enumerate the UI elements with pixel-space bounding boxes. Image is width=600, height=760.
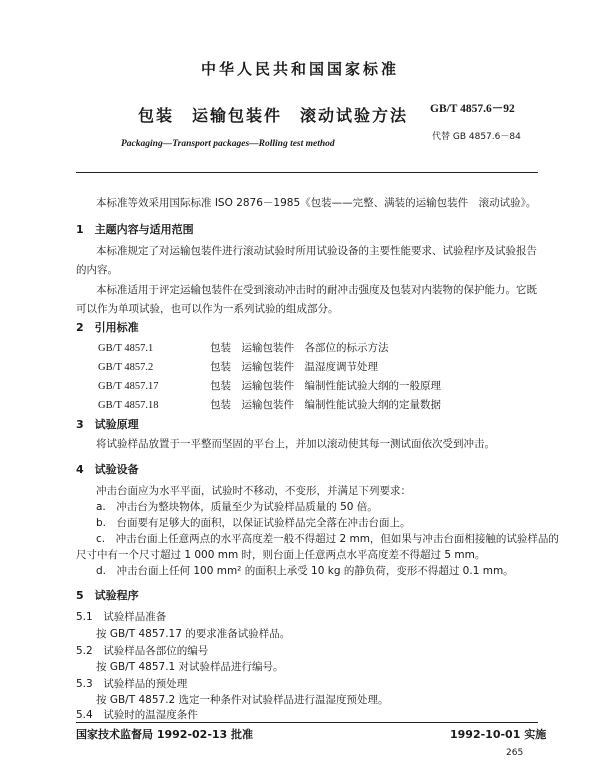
subsection-5-2-text: 按 GB/T 4857.1 对试验样品进行编号。 <box>96 661 284 673</box>
requirement-d: d. 冲击台面上任何 100 mm² 的面积上承受 10 kg 的静负荷，变形不得超过 0.1 mm。 <box>96 565 514 577</box>
section-4-heading: 4 试验设备 <box>76 463 139 476</box>
section-1-heading: 1 主题内容与适用范围 <box>76 223 194 236</box>
standard-header: 中华人民共和国国家标准 <box>200 60 399 78</box>
requirement-a: a. 冲击台为整块物体，质量至少为试验样品质量的 50 倍。 <box>96 501 378 513</box>
footer-divider <box>76 722 538 723</box>
intro-paragraph: 本标准等效采用国际标准 ISO 2876－1985《包装——完整、满装的运输包装件 滚动试验》。 <box>96 197 537 209</box>
reference-item <box>98 397 441 412</box>
section-3-heading: 3 试验原理 <box>76 418 139 431</box>
reference-number: GB/T 4857.17 <box>98 381 159 392</box>
section-3-text: 将试验样品放置于一平整而坚固的平台上，并加以滚动使其每一测试面依次受到冲击。 <box>96 438 495 450</box>
subsection-5-4-heading: 5.4 试验时的温湿度条件 <box>76 709 198 721</box>
requirement-c: c. 冲击台面上任意两点的水平高度差一般不得超过 2 mm，但如果与冲击台面相接触的试验样品的 <box>96 533 559 545</box>
reference-title: 包装 运输包装件 编制性能试验大纲的定量数据 <box>210 399 441 411</box>
subsection-5-3-text: 按 GB/T 4857.2 选定一种条件对试验样品进行温湿度预处理。 <box>96 694 389 706</box>
reference-number: GB/T 4857.1 <box>98 343 154 354</box>
reference-number: GB/T 4857.2 <box>98 362 154 373</box>
subsection-5-1-text: 按 GB/T 4857.17 的要求准备试验样品。 <box>96 628 291 640</box>
reference-item <box>98 340 389 355</box>
subsection-5-2-heading: 5.2 试验样品各部位的编号 <box>76 645 209 657</box>
title-chinese: 包装 运输包装件 滚动试验方法 <box>138 106 409 125</box>
reference-title: 包装 运输包装件 各部位的标示方法 <box>210 342 389 354</box>
effective-date: 1992-10-01 实施 <box>450 728 547 741</box>
reference-title: 包装 运输包装件 编制性能试验大纲的一般原理 <box>210 380 441 392</box>
page-number: 265 <box>506 748 524 758</box>
requirement-c: 尺寸中有一个尺寸超过 1 000 mm 时，则台面上任意两点水平高度差不得超过 5 mm。 <box>76 549 486 561</box>
requirement-b: b. 台面要有足够大的面积，以保证试验样品完全落在冲击台面上。 <box>96 517 411 529</box>
subsection-5-3-heading: 5.3 试验样品的预处理 <box>76 678 188 690</box>
section-2-heading: 2 引用标准 <box>76 321 139 334</box>
section-4-text: 冲击台面应为水平平面，试验时不移动，不变形，并满足下列要求： <box>96 485 411 497</box>
section-1-text: 本标准规定了对运输包装件进行滚动试验时所用试验设备的主要性能要求、试验程序及试验报告 <box>96 245 537 257</box>
section-1-text: 可以作为单项试验，也可以作为一系列试验的组成部分。 <box>76 303 339 315</box>
title-english: Packaging—Transport packages—Rolling test method <box>121 139 335 149</box>
section-5-heading: 5 试验程序 <box>76 589 139 602</box>
header-divider <box>76 172 538 173</box>
reference-item <box>98 378 441 393</box>
standard-number: GB/T 4857.6－92 <box>430 103 515 115</box>
reference-title: 包装 运输包装件 温湿度调节处理 <box>210 361 378 373</box>
approval-line: 国家技术监督局 1992-02-13 批准 <box>76 728 254 741</box>
reference-item <box>98 359 378 374</box>
reference-number: GB/T 4857.18 <box>98 400 159 411</box>
subsection-5-1-heading: 5.1 试验样品准备 <box>76 611 167 623</box>
section-1-text: 本标准适用于评定运输包装件在受到滚动冲击时的耐冲击强度及包装对内装物的保护能力。它既 <box>96 284 537 296</box>
section-1-text: 的内容。 <box>76 264 118 276</box>
replaces-note: 代替 GB 4857.6－84 <box>432 132 521 142</box>
